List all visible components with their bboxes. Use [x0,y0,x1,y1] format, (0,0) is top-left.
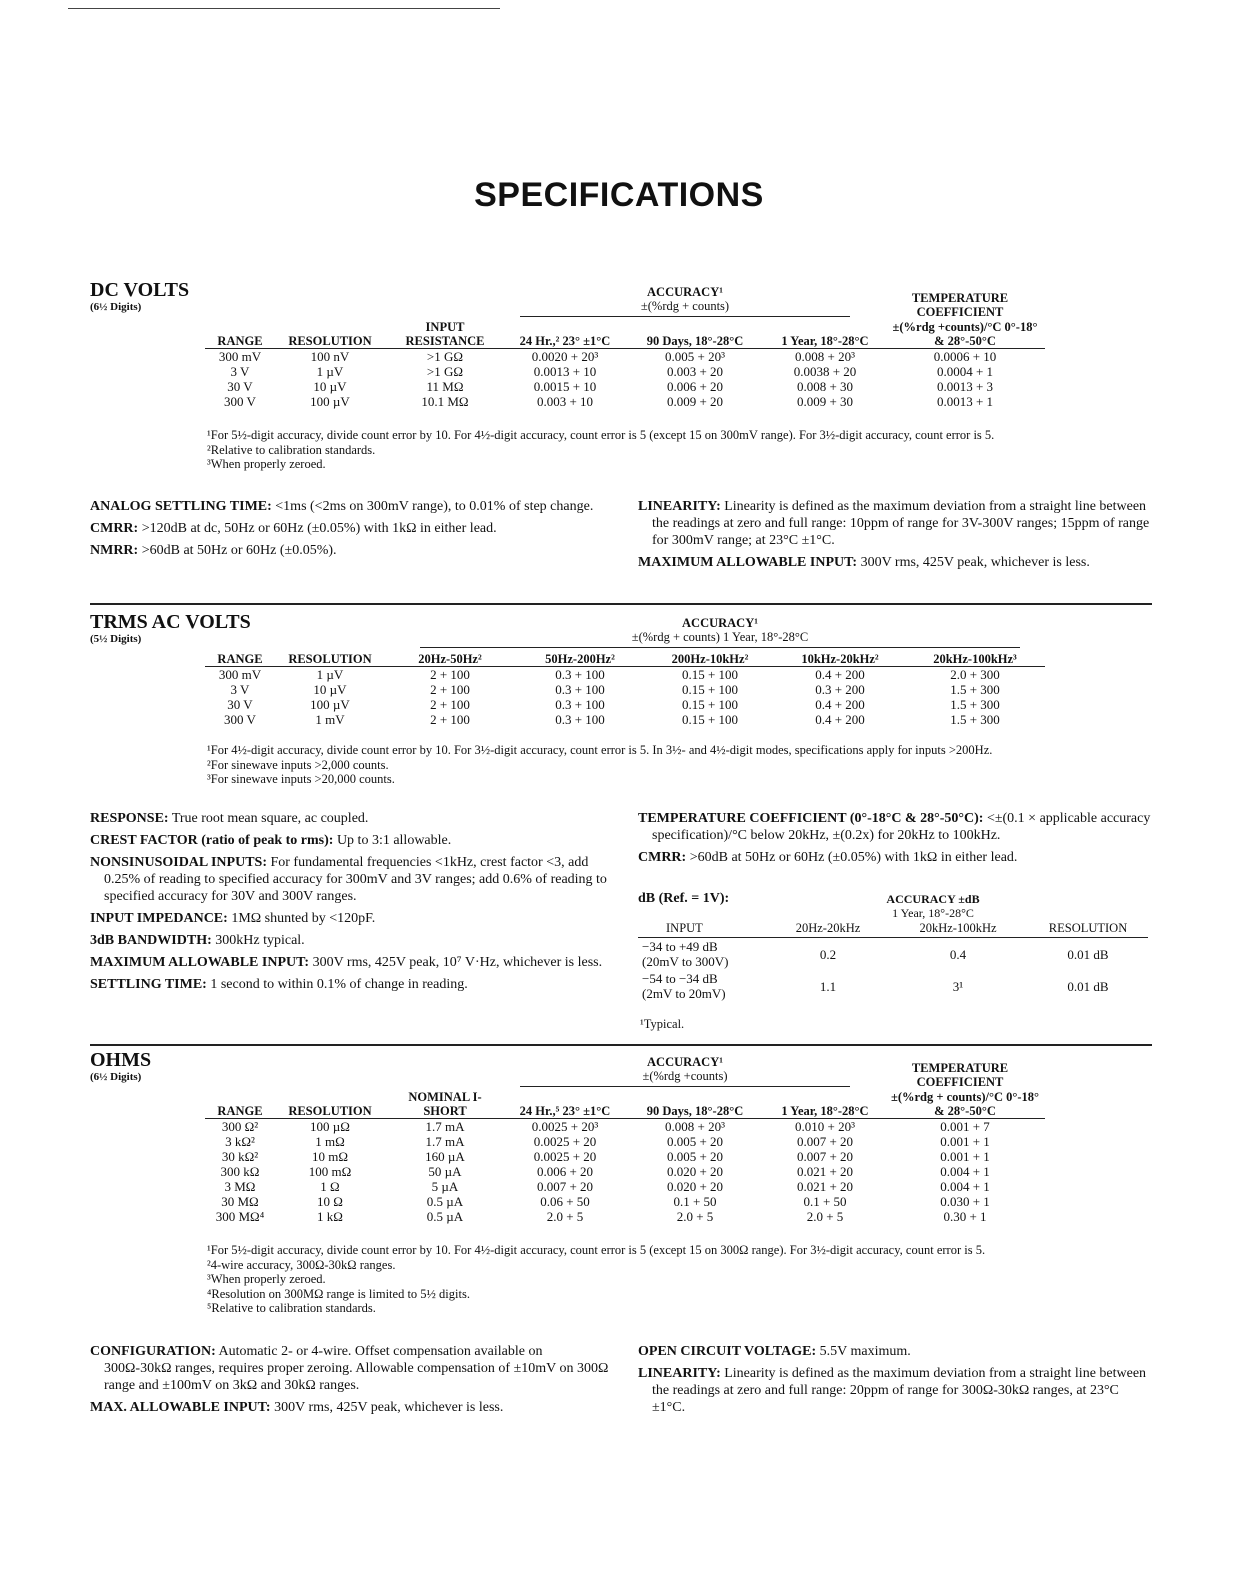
ohms-left-specs [90,1343,610,1421]
ohms-cell: 30 MΩ [221,1194,259,1209]
ohms-cell: 100 µΩ [310,1119,350,1134]
acv-footnote: ³For sinewave inputs >20,000 counts. [207,772,395,786]
dcv-spec-label: NMRR: [90,543,139,558]
ohms-title: OHMS [90,1049,152,1071]
ohms-cell: 1.7 mA [425,1134,465,1149]
ohms-col-header: NOMINAL I-SHORT [385,1090,505,1119]
acv-cell: 2 + 100 [430,697,470,712]
dcv-spec-text: >60dB at 50Hz or 60Hz (±0.05%). [138,543,337,558]
acv-spec-label: INPUT IMPEDANCE: [90,911,228,926]
ohms-tc-label: TEMPERATURE COEFFICIENT [911,1061,1009,1089]
dcv-spec-item [638,498,1153,549]
ohms-cell: 0.001 + 1 [940,1149,990,1164]
db-input-volts: (20mV to 300V) [642,954,729,969]
ohms-digits: (6½ Digits) [90,1071,142,1083]
dcv-spec-item [90,542,610,559]
ohms-spec-label: LINEARITY: [638,1366,721,1381]
dcv-cell: 0.0020 + 20³ [531,349,599,364]
acv-body [205,667,1045,728]
dcv-col-header: ±(%rdg +counts)/°C 0°-18° & 28°-50°C [885,320,1045,349]
dcv-cell: 0.008 + 30 [796,379,854,394]
ohms-cell: 0.030 + 1 [940,1194,990,1209]
db-cell: 0.01 dB [1067,978,1109,994]
acv-cell: 0.3 + 200 [815,682,865,697]
acv-cell: 0.4 + 200 [815,697,865,712]
dcv-cell: 0.0004 + 1 [936,364,994,379]
db-cell: 0.01 dB [1067,946,1109,962]
dcv-body [205,349,1045,410]
acv-db-acc-sub: 1 Year, 18°-28°C [892,906,974,920]
acv-spec-label: MAXIMUM ALLOWABLE INPUT: [90,955,310,970]
dcv-cell: 100 nV [310,349,350,364]
dcv-cell: 11 MΩ [426,379,464,394]
ohms-cell: 300 MΩ⁴ [215,1209,265,1224]
acv-cell: 1 µV [316,667,344,682]
acv-spec-text: For fundamental frequencies <1kHz, crest factor <3, add 0.25% of reading to specified accuracy for 300mV and 3V ranges; add 0.6% of reading to specified accuracy for 30V and 300V ranges. [104,855,607,904]
page-title: SPECIFICATIONS [474,176,764,214]
ohms-spec-text: Linearity is defined as the maximum deviation from a straight line between the readings at zero and full range: 20ppm of range for 300Ω-30kΩ ranges, at 23°C ±1°C. [652,1366,1147,1415]
dcv-col-header: 1 Year, 18°-28°C [765,320,885,349]
dcv-cell: 100 µV [310,394,350,409]
acv-cell: 0.15 + 100 [681,682,739,697]
dcv-cell: 0.003 + 20 [666,364,724,379]
dcv-header-row [205,320,1045,349]
ohms-cell: 0.1 + 50 [673,1194,717,1209]
acv-spec-text: Up to 3:1 allowable. [333,833,452,848]
ohms-row [205,1149,1045,1164]
ohms-cell: 10 mΩ [311,1149,349,1164]
ohms-cell: 300 kΩ [220,1164,260,1179]
ohms-cell: 0.006 + 20 [536,1164,594,1179]
acv-spec-text: 300kHz typical. [211,933,305,948]
acv-spec-label: TEMPERATURE COEFFICIENT (0°-18°C & 28°-50°C): [638,811,984,826]
db-col-header: RESOLUTION [1028,920,1148,938]
dcv-spec-label: MAXIMUM ALLOWABLE INPUT: [638,555,858,570]
acv-row [205,712,1045,727]
acv-cell: 300 V [224,712,256,727]
ohms-cell: 2.0 + 5 [676,1209,714,1224]
acv-col-header: RANGE [205,652,275,667]
dcv-spec-item [638,554,1153,571]
acv-header-row [205,652,1045,667]
acv-table [205,652,1045,727]
acv-db-label-text: dB (Ref. = 1V): [638,891,730,906]
acv-cell: 2 + 100 [430,682,470,697]
acv-cell: 1.5 + 300 [950,682,1000,697]
acv-spec-item [90,910,610,927]
dcv-cell: 300 mV [218,349,262,364]
dcv-spec-label: ANALOG SETTLING TIME: [90,499,272,514]
ohms-cell: 1 mΩ [315,1134,345,1149]
db-row [638,938,1148,971]
dcv-cell: 0.008 + 20³ [795,349,855,364]
acv-spec-label: CMRR: [638,850,687,865]
acv-cell: 0.15 + 100 [681,697,739,712]
ohms-cell: 3 kΩ² [225,1134,255,1149]
dcv-cell: 0.003 + 10 [536,394,594,409]
ohms-spec-label: MAX. ALLOWABLE INPUT: [90,1400,271,1415]
dcv-table [205,320,1045,409]
dcv-footnote: ³When properly zeroed. [207,457,326,471]
ohms-footnote: ³When properly zeroed. [207,1272,326,1286]
ohms-spec-item [638,1365,1153,1416]
ohms-cell: 0.001 + 1 [940,1134,990,1149]
dcv-row [205,379,1045,394]
ohms-cell: 2.0 + 5 [806,1209,844,1224]
dcv-col-header: 24 Hr.,² 23° ±1°C [505,320,625,349]
ohms-header-row [205,1090,1045,1119]
dcv-right-specs [638,498,1153,576]
dcv-section-heading [90,280,189,313]
dcv-notes [207,428,1047,472]
dcv-cell: 0.0006 + 10 [933,349,997,364]
acv-spec-text: 1 second to within 0.1% of change in reading. [206,977,468,992]
ohms-accuracy-header [520,1055,850,1087]
ohms-cell: 0.30 + 1 [943,1209,987,1224]
dcv-row [205,394,1045,409]
ohms-col-header: 90 Days, 18°-28°C [625,1090,765,1119]
section-divider-1 [90,603,1152,605]
dcv-cell: 0.009 + 20 [666,394,724,409]
ohms-cell: 0.5 µA [426,1209,464,1224]
ohms-row [205,1119,1045,1135]
ohms-table [205,1090,1045,1224]
ohms-row [205,1164,1045,1179]
db-header-row [638,920,1148,938]
acv-notes [207,743,1047,787]
dcv-cell: 3 V [230,364,250,379]
dcv-left-specs [90,498,610,564]
ohms-cell: 50 µA [428,1164,462,1179]
acv-spec-item [90,976,610,993]
acv-cell: 2 + 100 [430,667,470,682]
dcv-cell: 0.006 + 20 [666,379,724,394]
dcv-row [205,349,1045,365]
acv-cell: 2.0 + 300 [950,667,1000,682]
db-input-range: −54 to −34 dB [642,971,718,986]
ohms-row [205,1134,1045,1149]
acv-cell: 0.15 + 100 [681,712,739,727]
ohms-spec-text: 5.5V maximum. [816,1344,911,1359]
acv-spec-label: SETTLING TIME: [90,977,207,992]
acv-col-header: 20Hz-50Hz² [385,652,515,667]
ohms-cell: 30 kΩ² [221,1149,259,1164]
acv-cell: 0.15 + 100 [681,667,739,682]
acv-spec-text: 300V rms, 425V peak, 10⁷ V·Hz, whichever is less. [309,955,603,970]
acv-spec-item [638,810,1153,844]
top-rule [68,8,500,9]
acv-left-specs [90,810,610,998]
acv-cell: 1 mV [315,712,345,727]
acv-cell: 2 + 100 [430,712,470,727]
ohms-col-header: RANGE [205,1090,275,1119]
dcv-spec-text: <1ms (<2ms on 300mV range), to 0.01% of step change. [271,499,594,514]
ohms-cell: 5 µA [431,1179,459,1194]
ohms-cell: 0.001 + 7 [940,1119,990,1134]
db-cell: 1.1 [819,978,837,994]
ohms-body [205,1119,1045,1225]
acv-section-heading [90,612,251,645]
ohms-row [205,1179,1045,1194]
acv-cell: 0.3 + 100 [555,682,605,697]
ohms-cell: 0.020 + 20 [666,1164,724,1179]
ohms-cell: 0.008 + 20³ [665,1119,725,1134]
db-cell: 0.2 [819,946,837,962]
db-cell: 0.4 [949,946,967,962]
db-input-cell [638,938,768,971]
ohms-row [205,1194,1045,1209]
acv-spec-text: >60dB at 50Hz or 60Hz (±0.05%) with 1kΩ in either lead. [686,850,1018,865]
dcv-tc-label: TEMPERATURE COEFFICIENT [911,291,1009,319]
acv-cell: 1.5 + 300 [950,697,1000,712]
ohms-col-header: ±(%rdg + counts)/°C 0°-18° & 28°-50°C [885,1090,1045,1119]
acv-spec-item [90,854,610,905]
ohms-cell: 0.007 + 20 [796,1149,854,1164]
dcv-digits: (6½ Digits) [90,301,142,313]
dcv-spec-item [90,498,610,515]
ohms-cell: 0.1 + 50 [803,1194,847,1209]
acv-row [205,667,1045,683]
section-divider-2 [90,1044,1152,1046]
acv-spec-item [90,954,610,971]
acv-digits: (5½ Digits) [90,633,142,645]
acv-footnote: ²For sinewave inputs >2,000 counts. [207,757,389,772]
acv-col-header: RESOLUTION [275,652,385,667]
acv-row [205,682,1045,697]
db-cell: 3¹ [952,978,964,994]
ohms-col-header: 24 Hr.,⁵ 23° ±1°C [505,1090,625,1119]
ohms-cell: 0.020 + 20 [666,1179,724,1194]
acv-cell: 300 mV [218,667,262,682]
db-col-header: INPUT [638,920,768,938]
acv-db-note [640,1017,840,1032]
acv-db-label [638,890,878,907]
ohms-cell: 0.010 + 20³ [795,1119,855,1134]
ohms-cell: 0.007 + 20 [796,1134,854,1149]
acv-row [205,697,1045,712]
acv-cell: 0.4 + 200 [815,712,865,727]
ohms-cell: 300 Ω² [221,1119,259,1134]
ohms-spec-label: CONFIGURATION: [90,1344,216,1359]
acv-cell: 0.3 + 100 [555,667,605,682]
ohms-cell: 0.0025 + 20³ [531,1119,599,1134]
ohms-footnote: ⁵Relative to calibration standards. [207,1301,376,1315]
acv-db-table [638,920,1148,1002]
acv-spec-label: 3dB BANDWIDTH: [90,933,212,948]
ohms-cell: 0.0025 + 20 [533,1149,597,1164]
dcv-spec-item [90,520,610,537]
ohms-footnote: ⁴Resolution on 300MΩ range is limited to 5½ digits. [207,1286,470,1301]
acv-cell: 1.5 + 300 [950,712,1000,727]
dcv-title: DC VOLTS [90,279,190,301]
acv-cell: 100 µV [310,697,350,712]
acv-cell: 10 µV [313,682,347,697]
ohms-cell: 3 MΩ [224,1179,256,1194]
acv-cell: 0.4 + 200 [815,667,865,682]
dcv-spec-text: >120dB at dc, 50Hz or 60Hz (±0.05%) with 1kΩ in either lead. [138,521,497,536]
dcv-cell: 0.0013 + 1 [936,394,994,409]
dcv-col-header: RANGE [205,320,275,349]
dcv-footnote: ²Relative to calibration standards. [207,442,376,457]
ohms-row [205,1209,1045,1224]
dcv-accuracy-label: ACCURACY¹ [647,285,723,299]
acv-accuracy-header [420,616,1020,648]
ohms-right-specs [638,1343,1153,1421]
dcv-accuracy-header [520,285,850,317]
dcv-cell: 30 V [227,379,253,394]
db-col-header: 20kHz-100kHz [888,920,1028,938]
dcv-cell: >1 GΩ [426,364,464,379]
dcv-cell: 10 µV [313,379,347,394]
dcv-col-header: RESOLUTION [275,320,385,349]
dcv-row [205,364,1045,379]
dcv-cell: 0.009 + 30 [796,394,854,409]
acv-accuracy-label: ACCURACY¹ [682,616,758,630]
acv-spec-item [638,849,1153,866]
db-body [638,938,1148,1003]
ohms-notes [207,1243,1047,1316]
ohms-cell: 1.7 mA [425,1119,465,1134]
acv-footnote: ¹For 4½-digit accuracy, divide count error by 10. For 3½-digit accuracy, count error is 5. In 3½- and 4½-digit modes, specifications apply for inputs >200Hz. [207,743,993,757]
ohms-spec-item [90,1399,610,1416]
ohms-cell: 0.021 + 20 [796,1164,854,1179]
dcv-cell: 0.0015 + 10 [533,379,597,394]
ohms-footnote: ²4-wire accuracy, 300Ω-30kΩ ranges. [207,1257,396,1272]
ohms-cell: 0.005 + 20 [666,1149,724,1164]
ohms-cell: 1 kΩ [317,1209,343,1224]
acv-db-acc-label: ACCURACY ±dB [886,892,980,906]
ohms-cell: 0.0025 + 20 [533,1134,597,1149]
acv-spec-label: NONSINUSOIDAL INPUTS: [90,855,267,870]
acv-spec-item [90,932,610,949]
db-input-range: −34 to +49 dB [642,939,718,954]
ohms-cell: 100 mΩ [308,1164,352,1179]
acv-title: TRMS AC VOLTS [90,611,251,633]
db-row [638,970,1148,1002]
dcv-footnote: ¹For 5½-digit accuracy, divide count error by 10. For 4½-digit accuracy, count error is 5 (except 15 on 300mV range). For 3½-digit accuracy, count error is 5. [207,428,995,442]
ohms-spec-item [90,1343,610,1394]
acv-col-header: 10kHz-20kHz² [775,652,905,667]
ohms-cell: 1 Ω [320,1179,340,1194]
dcv-cell: >1 GΩ [426,349,464,364]
acv-cell: 0.3 + 100 [555,697,605,712]
dcv-cell: 300 V [224,394,256,409]
acv-right-specs [638,810,1153,871]
dcv-accuracy-sub: ±(%rdg + counts) [520,299,850,317]
acv-spec-label: RESPONSE: [90,811,169,826]
dcv-cell: 10.1 MΩ [421,394,469,409]
ohms-col-header: RESOLUTION [275,1090,385,1119]
acv-cell: 0.3 + 100 [555,712,605,727]
ohms-section-heading [90,1050,151,1083]
acv-col-header: 50Hz-200Hz² [515,652,645,667]
ohms-spec-label: OPEN CIRCUIT VOLTAGE: [638,1344,817,1359]
db-col-header: 20Hz-20kHz [768,920,888,938]
acv-spec-item [90,810,610,827]
db-input-volts: (2mV to 20mV) [642,986,726,1001]
acv-cell: 30 V [227,697,253,712]
ohms-cell: 0.5 µA [426,1194,464,1209]
acv-db-note-text: ¹Typical. [640,1017,685,1031]
db-input-cell [638,970,768,1002]
ohms-spec-text: Automatic 2- or 4-wire. Offset compensation available on 300Ω-30kΩ ranges, requires proper zeroing. Allowable compensation of ±10mV on 300Ω range and ±100mV on 3kΩ and 30kΩ ranges. [104,1344,609,1393]
ohms-col-header: 1 Year, 18°-28°C [765,1090,885,1119]
ohms-cell: 0.007 + 20 [536,1179,594,1194]
ohms-cell: 160 µA [425,1149,465,1164]
ohms-spec-text: 300V rms, 425V peak, whichever is less. [270,1400,504,1415]
ohms-accuracy-label: ACCURACY¹ [647,1055,723,1069]
acv-cell: 3 V [230,682,250,697]
dcv-cell: 1 µV [316,364,344,379]
acv-spec-label: CREST FACTOR (ratio of peak to rms): [90,833,334,848]
dcv-cell: 0.0013 + 10 [533,364,597,379]
acv-spec-item [90,832,610,849]
ohms-cell: 10 Ω [317,1194,343,1209]
acv-spec-text: True root mean square, ac coupled. [168,811,369,826]
dcv-spec-text: Linearity is defined as the maximum deviation from a straight line between the readings at zero and full range: 10ppm of range for 3V-300V ranges; 15ppm of range for 300mV range; at 23°C ±1°C. [652,499,1150,548]
dcv-cell: 0.0013 + 3 [936,379,994,394]
acv-spec-text: <±(0.1 × applicable accuracy specification)/°C below 20kHz, ±(0.2x) for 20kHz to 100kHz. [652,811,1151,843]
ohms-footnote: ¹For 5½-digit accuracy, divide count error by 10. For 4½-digit accuracy, count error is 5 (except 15 on 300Ω range). For 3½-digit accuracy, count error is 5. [207,1243,986,1257]
dcv-spec-text: 300V rms, 425V peak, whichever is less. [857,555,1090,570]
dcv-spec-label: CMRR: [90,521,139,536]
ohms-spec-item [638,1343,1153,1360]
dcv-cell: 0.005 + 20³ [665,349,725,364]
ohms-accuracy-sub: ±(%rdg +counts) [520,1069,850,1087]
ohms-cell: 2.0 + 5 [546,1209,584,1224]
ohms-cell: 0.021 + 20 [796,1179,854,1194]
dcv-spec-label: LINEARITY: [638,499,721,514]
acv-accuracy-sub: ±(%rdg + counts) 1 Year, 18°-28°C [420,630,1020,648]
ohms-cell: 0.06 + 50 [540,1194,590,1209]
acv-col-header: 200Hz-10kHz² [645,652,775,667]
ohms-cell: 0.004 + 1 [940,1164,990,1179]
dcv-col-header: 90 Days, 18°-28°C [625,320,765,349]
acv-db-accuracy-header [868,892,998,920]
acv-spec-text: 1MΩ shunted by <120pF. [227,911,376,926]
dcv-col-header: INPUT RESISTANCE [385,320,505,349]
ohms-cell: 0.004 + 1 [940,1179,990,1194]
dcv-cell: 0.0038 + 20 [793,364,857,379]
ohms-cell: 0.005 + 20 [666,1134,724,1149]
acv-col-header: 20kHz-100kHz³ [905,652,1045,667]
